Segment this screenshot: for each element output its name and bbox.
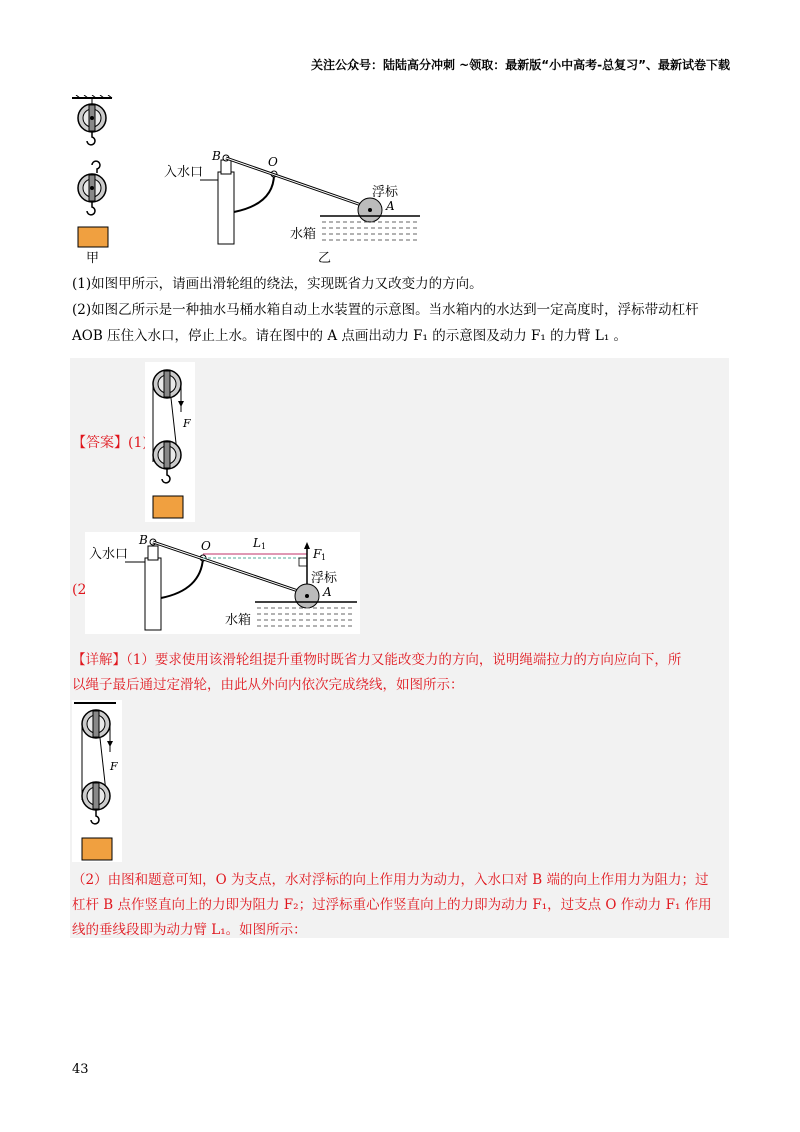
explanation-line3: （2）由图和题意可知，O 为支点，水对浮标的向上作用力为动力，入水口对 B 端的向上作用力为阻力；过: [72, 872, 709, 888]
svg-text:L: L: [253, 536, 261, 550]
label-inlet: 入水口: [164, 165, 204, 180]
figure-yi: [160, 150, 430, 265]
answer-figure-2: [85, 532, 360, 634]
question-1: (1)如图甲所示，请画出滑轮组的绕法，实现既省力又改变力的方向。: [72, 276, 483, 292]
explanation-line2: 以绳子最后通过定滑轮，由此从外向内依次完成绕线，如图所示：: [72, 677, 464, 693]
svg-text:浮标: 浮标: [311, 571, 338, 586]
svg-text:O: O: [201, 539, 211, 553]
explanation-line4: 杠杆 B 点作竖直向上的力即为阻力 F₂；过浮标重心作竖直向上的力即为动力 F₁，过支点 O 作动力 F₁ 作用: [72, 897, 712, 913]
answer-label: 【答案】(1): [72, 435, 148, 451]
svg-text:乙: 乙: [318, 251, 332, 265]
svg-text:水箱: 水箱: [290, 227, 317, 242]
page-header: 关注公众号：陆陆高分冲刺 ~领取：最新版“小中高考-总复习”、最新试卷下载: [311, 58, 730, 72]
svg-text:入水口: 入水口: [89, 547, 129, 562]
svg-text:1: 1: [321, 553, 327, 562]
question-2-line1: (2)如图乙所示是一种抽水马桶水箱自动上水装置的示意图。当水箱内的水达到一定高度时，浮标带动杠杆: [72, 302, 699, 318]
svg-text:B: B: [212, 150, 221, 163]
svg-text:F: F: [183, 417, 191, 430]
explanation-line5: 线的垂线段即为动力臂 L₁。如图所示：: [72, 922, 307, 938]
explanation-figure: [72, 700, 122, 862]
answer-figure-1: [145, 362, 195, 522]
figure-jia: [70, 95, 120, 265]
question-2-line2: AOB 压住入水口，停止上水。请在图中的 A 点画出动力 F₁ 的示意图及动力 F₁ 的力臂 L₁ 。: [72, 328, 628, 344]
svg-text:A: A: [386, 199, 395, 213]
svg-text:B: B: [139, 533, 148, 547]
svg-text:1: 1: [261, 542, 267, 551]
svg-text:A: A: [323, 585, 332, 599]
svg-text:F: F: [313, 547, 322, 561]
page-number: 43: [72, 1062, 89, 1077]
explanation-line1: 【详解】（1）要求使用该滑轮组提升重物时既省力又能改变力的方向，说明绳端拉力的方向应向下，所: [72, 652, 682, 668]
svg-text:浮标: 浮标: [372, 185, 399, 200]
answer-part2-label: (2): [72, 582, 92, 598]
svg-text:水箱: 水箱: [225, 613, 252, 628]
svg-text:F: F: [110, 760, 118, 773]
svg-text:O: O: [268, 155, 278, 169]
label-jia: 甲: [86, 251, 100, 265]
